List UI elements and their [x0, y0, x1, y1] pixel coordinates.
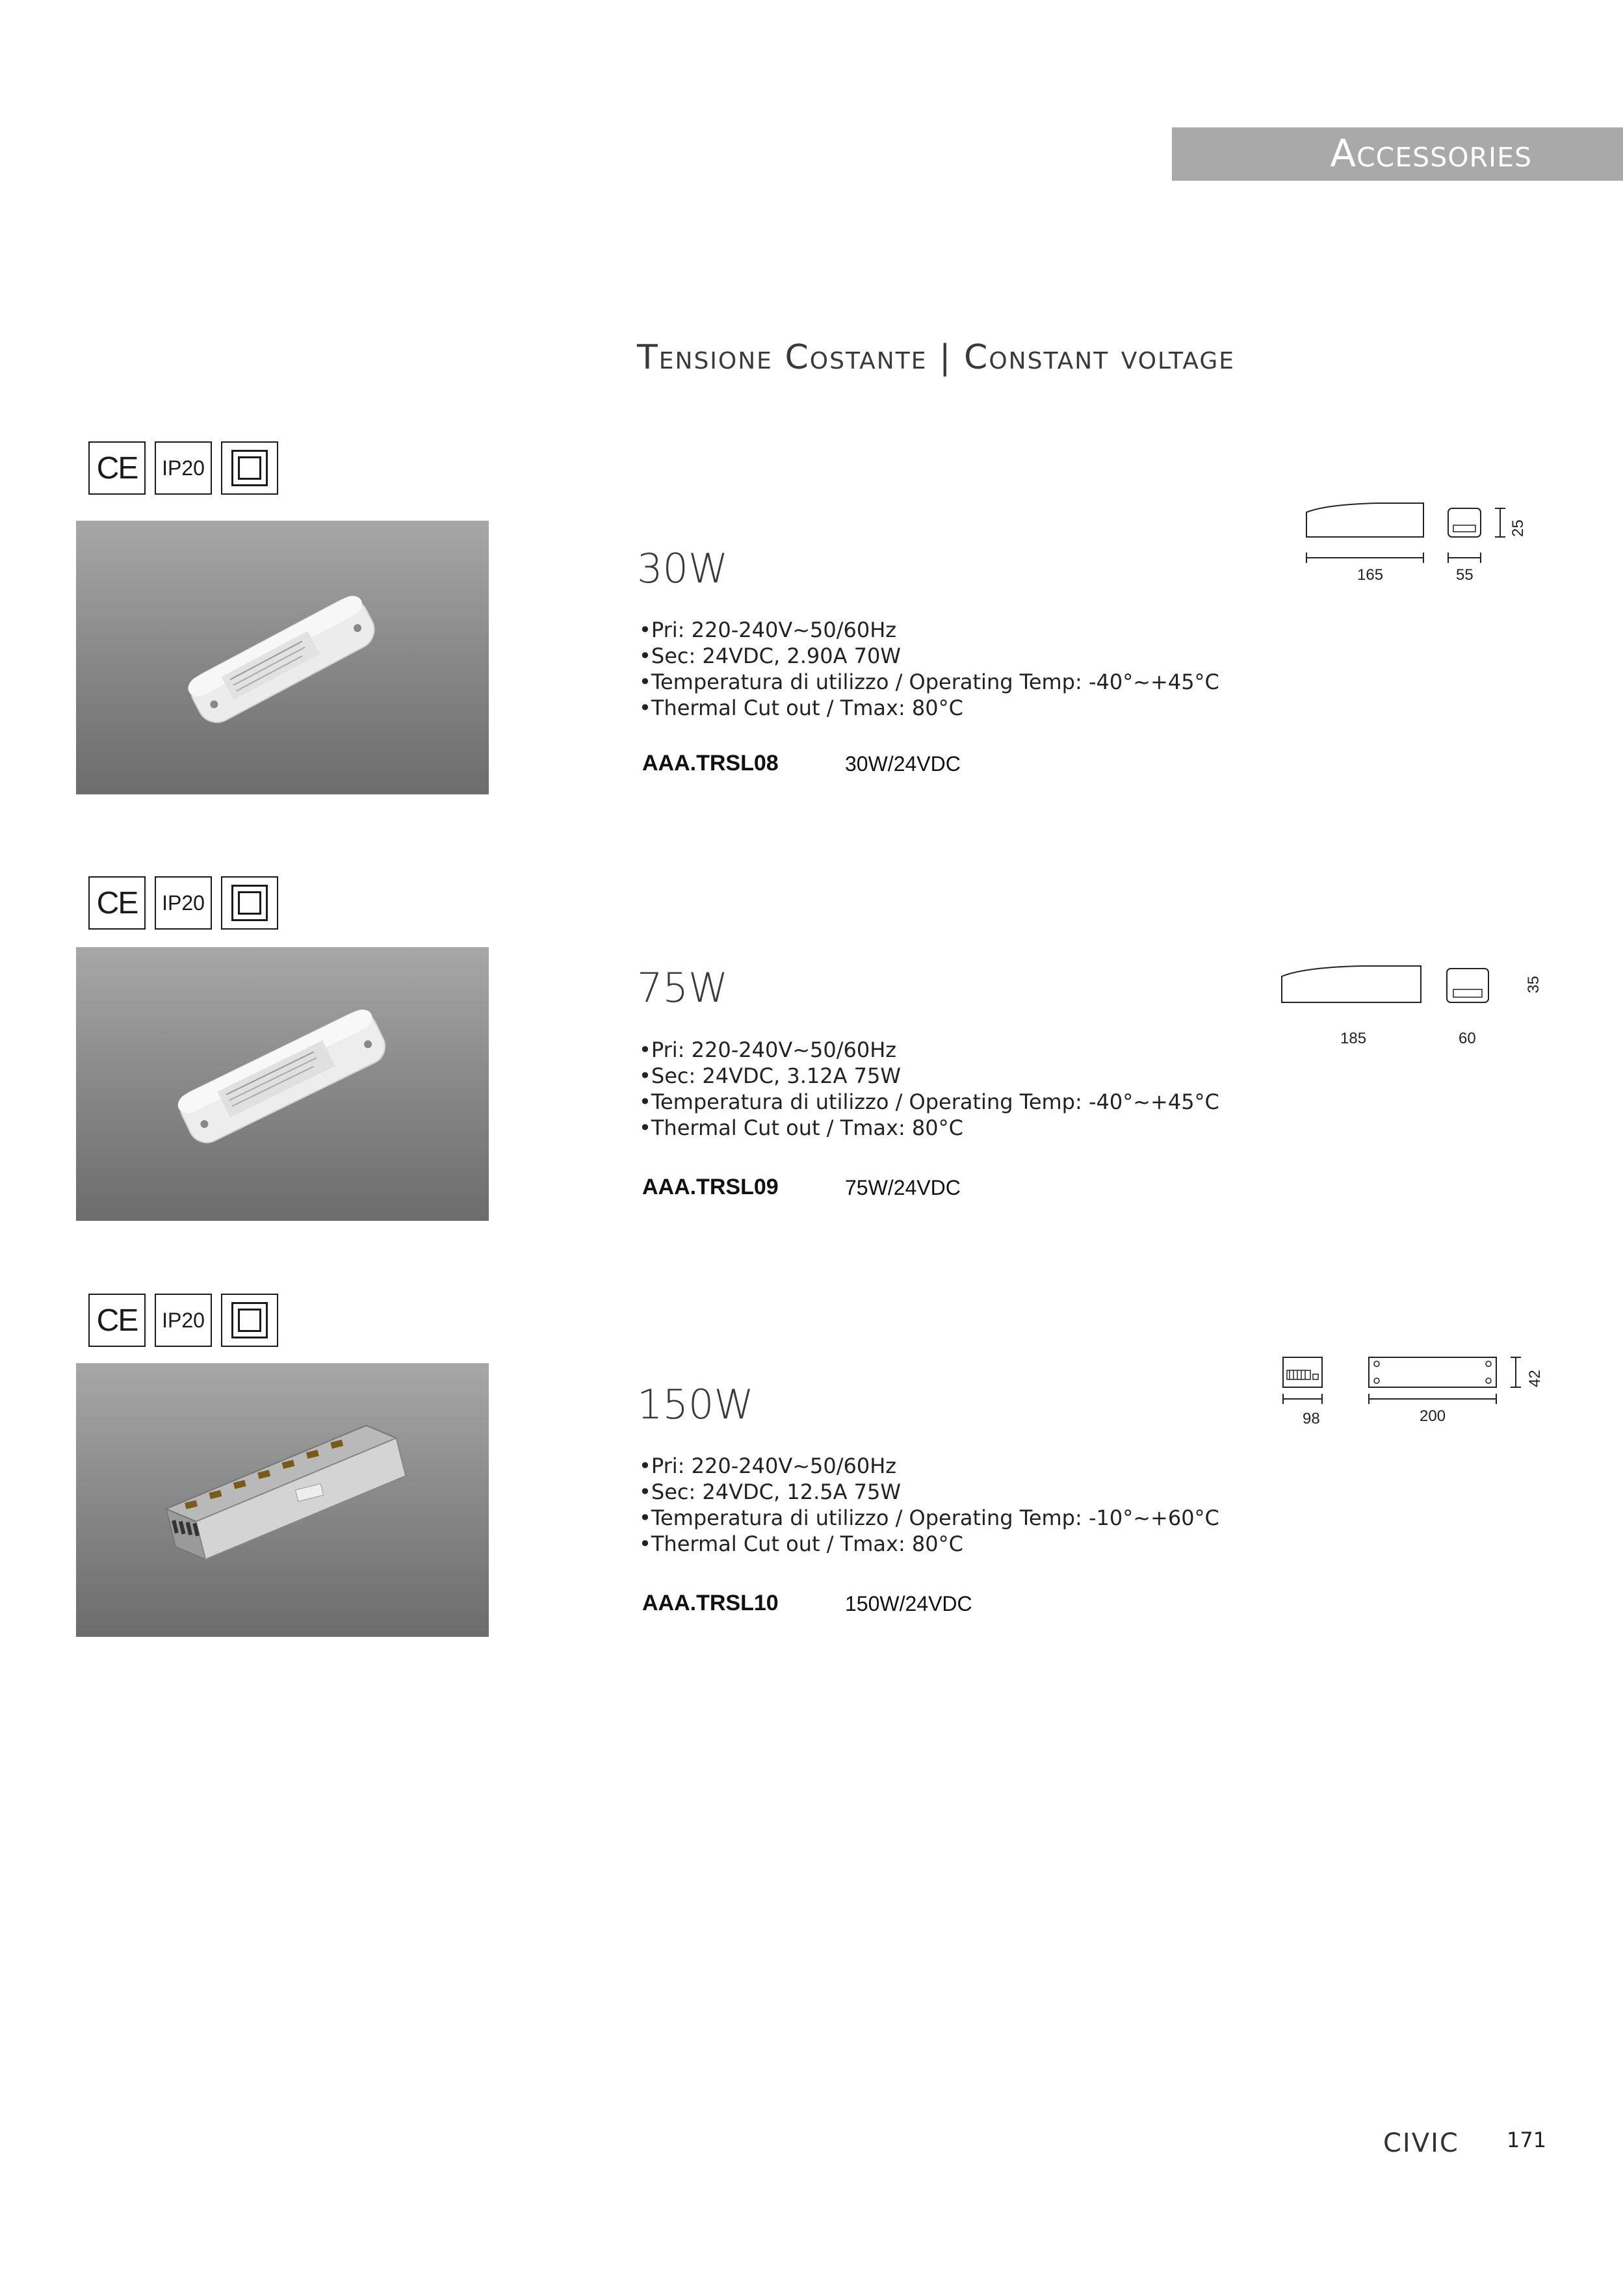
- section-tab: [1172, 127, 1623, 181]
- product-code: AAA.TRSL10: [642, 1591, 779, 1615]
- section-title: Accessories: [1330, 131, 1532, 176]
- spec-list: [639, 1453, 1219, 1557]
- product-power: 75W: [637, 964, 729, 1011]
- spec-item: •Thermal Cut out / Tmax: 80°C: [639, 1115, 963, 1140]
- spec-item: •Thermal Cut out / Tmax: 80°C: [639, 696, 963, 720]
- spec-item: •Pri: 220-240V~50/60Hz: [639, 618, 897, 642]
- certification-badges: [88, 441, 278, 495]
- product-power: 30W: [637, 545, 729, 592]
- dimension-length: 165: [1357, 566, 1384, 584]
- spec-list: [639, 1037, 1219, 1141]
- spec-item: •Thermal Cut out / Tmax: 80°C: [639, 1532, 963, 1556]
- brand-logo: CIVIC: [1383, 2128, 1459, 2158]
- product-description: 75W/24VDC: [845, 1176, 961, 1199]
- dimension-width: 98: [1303, 1410, 1320, 1428]
- dimension-height: 42: [1526, 1370, 1544, 1387]
- ce-mark-icon: CE: [88, 441, 146, 495]
- spec-item: •Sec: 24VDC, 3.12A 75W: [639, 1063, 902, 1088]
- product-description: 30W/24VDC: [845, 752, 961, 776]
- dimension-length: 185: [1340, 1030, 1367, 1047]
- certification-badges: [88, 876, 278, 930]
- spec-item: •Temperatura di utilizzo / Operating Temp: -40°~+45°C: [639, 670, 1219, 694]
- product-photo: [76, 947, 489, 1221]
- product-photo: [76, 521, 489, 794]
- page-number: 171: [1507, 2128, 1547, 2152]
- product-code: AAA.TRSL08: [642, 751, 779, 776]
- product-photo: [76, 1363, 489, 1637]
- double-insulation-icon: [221, 876, 278, 930]
- ce-mark-icon: CE: [88, 876, 146, 930]
- dimension-length: 200: [1420, 1407, 1446, 1425]
- spec-item: •Temperatura di utilizzo / Operating Temp: -40°~+45°C: [639, 1089, 1219, 1114]
- spec-item: •Pri: 220-240V~50/60Hz: [639, 1454, 897, 1478]
- dimension-height: 25: [1509, 519, 1527, 537]
- spec-list: [639, 617, 1219, 721]
- dimension-drawing: [1300, 499, 1547, 593]
- ip-rating-badge: IP20: [155, 1294, 212, 1347]
- double-insulation-icon: [221, 1294, 278, 1347]
- double-insulation-icon: [221, 441, 278, 495]
- product-power: 150W: [637, 1381, 754, 1428]
- product-description: 150W/24VDC: [845, 1592, 972, 1615]
- spec-item: •Sec: 24VDC, 2.90A 70W: [639, 644, 902, 668]
- product-code: AAA.TRSL09: [642, 1175, 779, 1199]
- ip-rating-badge: IP20: [155, 876, 212, 930]
- certification-badges: [88, 1294, 278, 1347]
- dimension-drawing: [1278, 957, 1499, 1011]
- spec-item: •Sec: 24VDC, 12.5A 75W: [639, 1480, 902, 1504]
- spec-item: •Temperatura di utilizzo / Operating Temp: -10°~+60°C: [639, 1506, 1219, 1530]
- spec-item: •Pri: 220-240V~50/60Hz: [639, 1037, 897, 1062]
- dimension-width: 55: [1456, 566, 1474, 584]
- page-heading: Tensione Costante | Constant voltage: [637, 338, 1235, 377]
- dimension-width: 60: [1459, 1030, 1476, 1047]
- ce-mark-icon: CE: [88, 1294, 146, 1347]
- ip-rating-badge: IP20: [155, 441, 212, 495]
- dimension-height: 35: [1525, 976, 1542, 993]
